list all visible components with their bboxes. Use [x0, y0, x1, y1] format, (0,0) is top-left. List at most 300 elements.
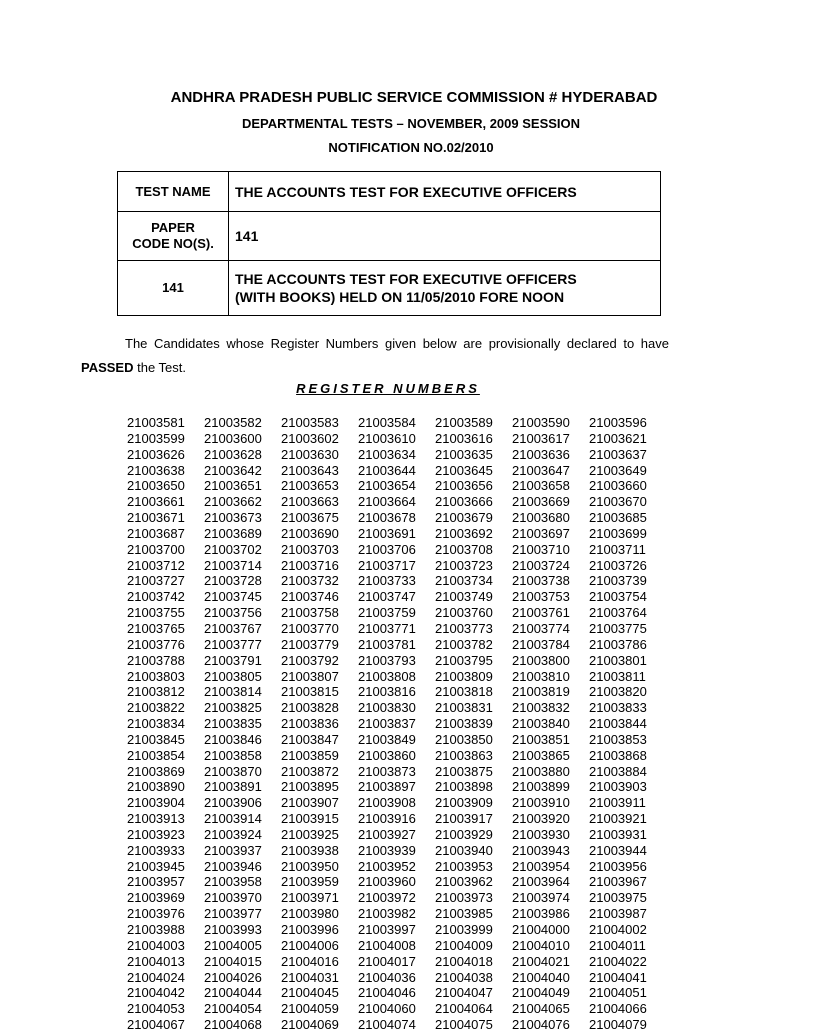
register-number: 21003920	[512, 811, 570, 827]
notification-heading: NOTIFICATION NO.02/2010	[328, 140, 494, 155]
register-number: 21003733	[358, 573, 416, 589]
register-number: 21003671	[127, 510, 185, 526]
register-number: 21003837	[358, 716, 416, 732]
register-number: 21003706	[358, 541, 416, 557]
register-number: 21003915	[281, 811, 339, 827]
register-number: 21003765	[127, 620, 185, 636]
register-number: 21003815	[281, 684, 339, 700]
register-number: 21004000	[512, 922, 570, 937]
register-number: 21003669	[512, 494, 570, 510]
register-number: 21003664	[358, 494, 416, 510]
register-number: 21003756	[204, 605, 262, 621]
register-row	[127, 637, 666, 653]
register-number: 21003793	[358, 652, 416, 668]
register-number: 21003869	[127, 763, 185, 779]
register-number: 21003916	[358, 811, 416, 827]
register-number: 21003745	[204, 589, 262, 605]
register-number: 21003987	[589, 906, 647, 922]
register-number: 21003940	[435, 842, 493, 858]
register-number: 21003702	[204, 541, 262, 557]
register-number: 21003660	[589, 478, 647, 494]
register-number: 21003727	[127, 573, 185, 589]
register-number: 21004042	[127, 985, 185, 1001]
register-row	[127, 859, 666, 875]
register-row	[127, 795, 666, 811]
register-number: 21003754	[589, 589, 647, 605]
register-number: 21004069	[281, 1017, 339, 1033]
register-number: 21003870	[204, 763, 262, 779]
register-number: 21003921	[589, 811, 647, 827]
register-number: 21003773	[435, 620, 493, 636]
register-number: 21003836	[281, 716, 339, 732]
register-row	[127, 415, 666, 431]
register-row	[127, 874, 666, 890]
register-row	[127, 779, 666, 795]
register-number: 21003925	[281, 826, 339, 842]
register-number: 21003791	[204, 652, 262, 668]
register-number: 21003816	[358, 684, 416, 700]
register-row	[127, 985, 666, 1001]
register-number: 21003711	[589, 541, 646, 557]
register-number: 21003642	[204, 462, 262, 478]
register-number: 21003933	[127, 842, 185, 858]
register-number: 21003628	[204, 446, 262, 462]
register-number: 21003590	[512, 415, 570, 430]
register-number: 21003850	[435, 731, 493, 747]
register-row	[127, 463, 666, 479]
register-number: 21004054	[204, 1001, 262, 1017]
register-number: 21004065	[512, 1001, 570, 1017]
commission-heading: ANDHRA PRADESH PUBLIC SERVICE COMMISSION # HYDERABAD	[170, 89, 658, 106]
register-number: 21003996	[281, 922, 339, 937]
register-row	[127, 954, 666, 970]
register-row	[127, 669, 666, 685]
register-number: 21003700	[127, 541, 185, 557]
register-row	[127, 542, 666, 558]
paper-code-label	[118, 212, 229, 261]
register-number: 21003630	[281, 446, 339, 462]
register-number: 21004045	[281, 985, 339, 1001]
register-number: 21003761	[512, 605, 570, 621]
register-number: 21004064	[435, 1001, 493, 1017]
register-number: 21003661	[127, 494, 185, 510]
register-number: 21003774	[512, 620, 570, 636]
register-row	[127, 621, 666, 637]
register-number: 21004067	[127, 1017, 185, 1033]
register-number: 21003890	[127, 779, 185, 795]
register-number: 21003960	[358, 874, 416, 890]
register-row	[127, 1017, 666, 1033]
register-number: 21003822	[127, 700, 185, 716]
register-number: 21003644	[358, 462, 416, 478]
register-number: 21004079	[589, 1017, 647, 1033]
register-row	[127, 589, 666, 605]
register-number: 21003938	[281, 842, 339, 858]
register-number: 21003880	[512, 763, 570, 779]
register-number: 21003839	[435, 716, 493, 732]
register-number: 21003903	[589, 779, 647, 795]
register-row	[127, 431, 666, 447]
register-number: 21004016	[281, 953, 339, 969]
register-row	[127, 922, 666, 938]
register-number: 21003976	[127, 906, 185, 922]
register-number: 21003649	[589, 462, 647, 478]
register-number: 21003788	[127, 652, 185, 668]
register-number: 21003599	[127, 430, 185, 446]
register-number: 21003637	[589, 446, 647, 462]
register-number: 21003666	[435, 494, 493, 510]
register-number: 21004041	[589, 969, 647, 985]
register-number: 21004075	[435, 1017, 493, 1033]
register-number: 21003699	[589, 525, 647, 541]
register-numbers-grid	[127, 415, 666, 1033]
register-number: 21003959	[281, 874, 339, 890]
register-row	[127, 811, 666, 827]
register-number: 21003997	[358, 922, 416, 937]
register-number: 21003600	[204, 430, 262, 446]
register-number: 21003753	[512, 589, 570, 605]
register-number: 21003849	[358, 731, 416, 747]
register-number: 21003809	[435, 668, 493, 684]
register-number: 21003895	[281, 779, 339, 795]
register-number: 21003943	[512, 842, 570, 858]
register-number: 21003950	[281, 858, 339, 874]
register-number: 21003805	[204, 668, 262, 684]
register-number: 21003779	[281, 636, 339, 652]
register-number: 21003859	[281, 747, 339, 763]
register-number: 21003771	[358, 620, 416, 636]
register-number: 21003937	[204, 842, 262, 858]
register-number: 21003944	[589, 842, 647, 858]
register-number: 21003717	[358, 557, 416, 573]
register-number: 21003828	[281, 700, 339, 716]
register-number: 21003939	[358, 842, 416, 858]
register-number: 21003621	[589, 430, 647, 446]
register-number: 21003690	[281, 525, 339, 541]
register-row	[127, 447, 666, 463]
register-number: 21003670	[589, 494, 647, 510]
register-row	[127, 716, 666, 732]
register-number: 21003755	[127, 605, 185, 621]
register-row	[127, 1001, 666, 1017]
register-number: 21003716	[281, 557, 339, 573]
register-number: 21003945	[127, 858, 185, 874]
register-number: 21003904	[127, 795, 185, 811]
paper-code-value: 141	[229, 212, 661, 261]
register-number: 21003776	[127, 636, 185, 652]
register-number: 21003767	[204, 620, 262, 636]
register-number: 21003831	[435, 700, 493, 716]
register-number: 21003747	[358, 589, 416, 605]
register-number: 21003819	[512, 684, 570, 700]
register-row	[127, 684, 666, 700]
notice-text-after: the Test.	[133, 360, 187, 375]
register-number: 21003679	[435, 510, 493, 526]
register-number: 21003662	[204, 494, 262, 510]
paper-title-row	[118, 261, 661, 316]
register-number: 21003974	[512, 890, 570, 906]
register-number: 21003868	[589, 747, 647, 763]
register-number: 21004017	[358, 953, 416, 969]
register-number: 21003913	[127, 811, 185, 827]
register-number: 21003858	[204, 747, 262, 763]
register-number: 21003749	[435, 589, 493, 605]
register-number: 21004038	[435, 969, 493, 985]
register-number: 21004031	[281, 969, 339, 985]
register-number: 21003742	[127, 589, 185, 605]
register-number: 21004036	[358, 969, 416, 985]
register-number: 21003784	[512, 636, 570, 652]
register-number: 21003656	[435, 478, 493, 494]
register-number: 21003811	[589, 668, 646, 684]
register-row	[127, 764, 666, 780]
register-number: 21003675	[281, 510, 339, 526]
register-number: 21003840	[512, 716, 570, 732]
register-row	[127, 890, 666, 906]
register-number: 21003697	[512, 525, 570, 541]
register-number: 21003703	[281, 541, 339, 557]
register-number: 21003911	[589, 795, 646, 811]
register-number: 21003803	[127, 668, 185, 684]
register-number: 21003812	[127, 684, 185, 700]
register-number: 21003781	[358, 636, 416, 652]
register-number: 21003764	[589, 605, 647, 621]
session-heading: DEPARTMENTAL TESTS – NOVEMBER, 2009 SESSION	[241, 116, 581, 131]
register-number: 21003653	[281, 478, 339, 494]
register-number: 21003985	[435, 906, 493, 922]
register-number: 21004047	[435, 985, 493, 1001]
register-number: 21003993	[204, 922, 262, 937]
register-number: 21003651	[204, 478, 262, 494]
register-number: 21003844	[589, 716, 647, 732]
register-number: 21003723	[435, 557, 493, 573]
register-number: 21004002	[589, 922, 647, 937]
register-number: 21004049	[512, 985, 570, 1001]
register-number: 21004066	[589, 1001, 647, 1017]
register-number: 21003663	[281, 494, 339, 510]
register-row	[127, 653, 666, 669]
register-number: 21004046	[358, 985, 416, 1001]
register-number: 21003687	[127, 525, 185, 541]
register-number: 21003967	[589, 874, 647, 890]
register-number: 21003953	[435, 858, 493, 874]
register-number: 21003872	[281, 763, 339, 779]
paper-code-row	[118, 212, 661, 261]
register-number: 21003732	[281, 573, 339, 589]
register-number: 21003650	[127, 478, 185, 494]
register-number: 21003680	[512, 510, 570, 526]
register-number: 21003873	[358, 763, 416, 779]
register-row	[127, 526, 666, 542]
register-number: 21003654	[358, 478, 416, 494]
register-number: 21004022	[589, 953, 647, 969]
register-number: 21003645	[435, 462, 493, 478]
register-number: 21003685	[589, 510, 647, 526]
register-number: 21003807	[281, 668, 339, 684]
paper-code-label-line1: PAPER	[151, 220, 195, 235]
register-number: 21003647	[512, 462, 570, 478]
register-number: 21003833	[589, 700, 647, 716]
register-row	[127, 843, 666, 859]
register-number: 21003596	[589, 415, 647, 430]
pass-notice	[81, 332, 669, 380]
register-number: 21003969	[127, 890, 185, 906]
register-number: 21003906	[204, 795, 262, 811]
register-number: 21003691	[358, 525, 416, 541]
register-row	[127, 827, 666, 843]
register-number: 21003738	[512, 573, 570, 589]
register-number: 21003931	[589, 826, 647, 842]
register-row	[127, 748, 666, 764]
register-number: 21003759	[358, 605, 416, 621]
test-name-label: TEST NAME	[118, 172, 229, 212]
register-number: 21003810	[512, 668, 570, 684]
register-number: 21004015	[204, 953, 262, 969]
register-number: 21003884	[589, 763, 647, 779]
register-number: 21003962	[435, 874, 493, 890]
register-number: 21003689	[204, 525, 262, 541]
register-number: 21003970	[204, 890, 262, 906]
register-number: 21003863	[435, 747, 493, 763]
register-number: 21003818	[435, 684, 493, 700]
register-number: 21004059	[281, 1001, 339, 1017]
register-number: 21003581	[127, 415, 185, 430]
register-number: 21004021	[512, 953, 570, 969]
register-number: 21003854	[127, 747, 185, 763]
register-number: 21003964	[512, 874, 570, 890]
register-number: 21003775	[589, 620, 647, 636]
register-number: 21003739	[589, 573, 647, 589]
register-number: 21003610	[358, 430, 416, 446]
register-number: 21003634	[358, 446, 416, 462]
register-number: 21003898	[435, 779, 493, 795]
register-number: 21003924	[204, 826, 262, 842]
register-number: 21004074	[358, 1017, 416, 1033]
register-number: 21003777	[204, 636, 262, 652]
register-number: 21003830	[358, 700, 416, 716]
notice-text-before: The Candidates whose Register Numbers given below are provisionally declared to have	[125, 336, 669, 351]
register-number: 21003923	[127, 826, 185, 842]
register-number: 21003999	[435, 922, 493, 937]
paper-title-line1: THE ACCOUNTS TEST FOR EXECUTIVE OFFICERS	[235, 271, 577, 287]
register-number: 21003917	[435, 811, 493, 827]
register-number: 21003786	[589, 636, 647, 652]
register-number: 21003832	[512, 700, 570, 716]
register-number: 21003792	[281, 652, 339, 668]
register-number: 21003726	[589, 557, 647, 573]
register-number: 21003847	[281, 731, 339, 747]
register-number: 21004060	[358, 1001, 416, 1017]
register-number: 21003583	[281, 415, 339, 430]
register-number: 21004068	[204, 1017, 262, 1033]
test-info-table	[117, 171, 661, 316]
register-number: 21003907	[281, 795, 339, 811]
register-number: 21003910	[512, 795, 570, 811]
register-number: 21003973	[435, 890, 493, 906]
register-number: 21003584	[358, 415, 416, 430]
register-number: 21003770	[281, 620, 339, 636]
register-number: 21003626	[127, 446, 185, 462]
register-number: 21004003	[127, 937, 185, 953]
register-number: 21004053	[127, 1001, 185, 1017]
register-number: 21003875	[435, 763, 493, 779]
register-number: 21003860	[358, 747, 416, 763]
register-number: 21003908	[358, 795, 416, 811]
register-number: 21003658	[512, 478, 570, 494]
register-number: 21004018	[435, 953, 493, 969]
register-number: 21003758	[281, 605, 339, 621]
register-number: 21004010	[512, 937, 570, 953]
register-number: 21003712	[127, 557, 185, 573]
register-number: 21003952	[358, 858, 416, 874]
register-number: 21003957	[127, 874, 185, 890]
paper-code-label-line2: CODE NO(S).	[132, 236, 214, 251]
register-number: 21004009	[435, 937, 493, 953]
register-number: 21004076	[512, 1017, 570, 1033]
register-number: 21003977	[204, 906, 262, 922]
register-number: 21003851	[512, 731, 570, 747]
register-number: 21003825	[204, 700, 262, 716]
test-name-value: THE ACCOUNTS TEST FOR EXECUTIVE OFFICERS	[229, 172, 661, 212]
test-name-row	[118, 172, 661, 212]
register-number: 21003782	[435, 636, 493, 652]
register-number: 21003899	[512, 779, 570, 795]
register-number: 21003635	[435, 446, 493, 462]
register-row	[127, 970, 666, 986]
register-number: 21003835	[204, 716, 262, 732]
register-number: 21003814	[204, 684, 262, 700]
register-number: 21003972	[358, 890, 416, 906]
register-number: 21003692	[435, 525, 493, 541]
register-number: 21003982	[358, 906, 416, 922]
register-number: 21003820	[589, 684, 647, 700]
register-row	[127, 938, 666, 954]
register-number: 21003728	[204, 573, 262, 589]
register-number: 21003589	[435, 415, 493, 430]
register-row	[127, 510, 666, 526]
register-number: 21003636	[512, 446, 570, 462]
register-number: 21003956	[589, 858, 647, 874]
register-number: 21003891	[204, 779, 262, 795]
register-number: 21003602	[281, 430, 339, 446]
register-row	[127, 605, 666, 621]
register-number: 21004013	[127, 953, 185, 969]
register-number: 21003673	[204, 510, 262, 526]
register-number: 21003954	[512, 858, 570, 874]
register-number: 21004006	[281, 937, 339, 953]
register-number: 21003638	[127, 462, 185, 478]
register-number: 21003853	[589, 731, 647, 747]
register-number: 21004051	[589, 985, 647, 1001]
paper-code-cell: 141	[118, 261, 229, 316]
register-number: 21003714	[204, 557, 262, 573]
register-number: 21004008	[358, 937, 416, 953]
register-number: 21003678	[358, 510, 416, 526]
register-row	[127, 700, 666, 716]
register-number: 21003958	[204, 874, 262, 890]
register-row	[127, 494, 666, 510]
register-number: 21003710	[512, 541, 570, 557]
register-number: 21004024	[127, 969, 185, 985]
register-number: 21003980	[281, 906, 339, 922]
register-number: 21003800	[512, 652, 570, 668]
register-number: 21003975	[589, 890, 647, 906]
register-number: 21003988	[127, 922, 185, 937]
register-number: 21003930	[512, 826, 570, 842]
register-number: 21003929	[435, 826, 493, 842]
paper-title-line2: (WITH BOOKS) HELD ON 11/05/2010 FORE NOON	[235, 289, 565, 305]
register-number: 21003746	[281, 589, 339, 605]
